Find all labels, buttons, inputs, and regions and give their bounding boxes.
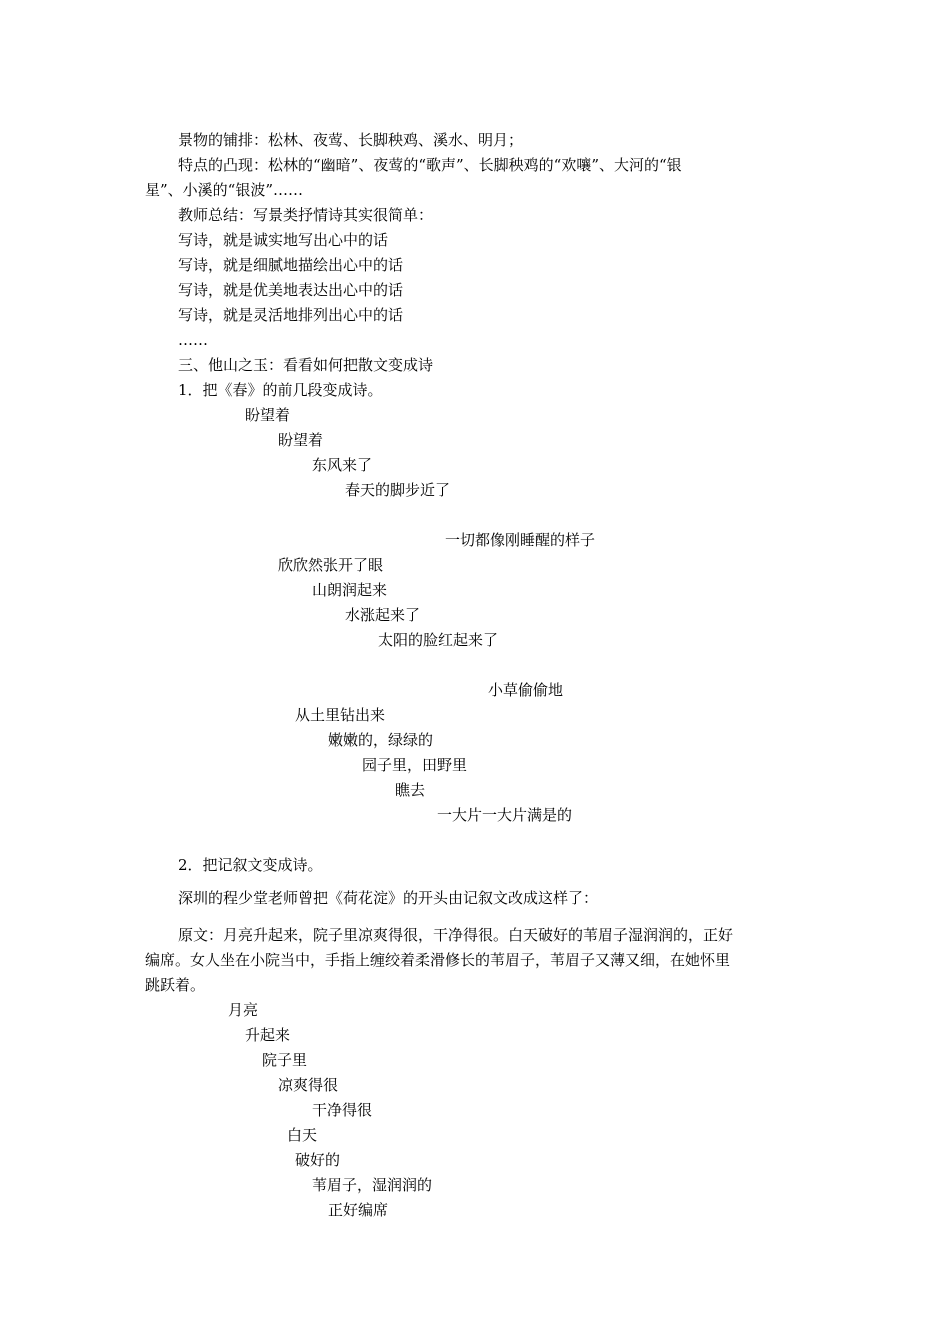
scenery-list: 景物的铺排：松林、夜莺、长脚秧鸡、溪水、明月； bbox=[178, 131, 524, 149]
poem-2-line: 月亮 bbox=[228, 1001, 259, 1019]
poem-1-line: 春天的脚步近了 bbox=[345, 481, 451, 499]
original-text-line-2: 编席。女人坐在小院当中，手指上缠绞着柔滑修长的苇眉子，苇眉子又薄又细，在她怀里 bbox=[145, 951, 731, 969]
item-1-heading: 1．把《春》的前几段变成诗。 bbox=[178, 381, 383, 399]
original-text-line-3: 跳跃着。 bbox=[145, 976, 206, 994]
features-line-1: 特点的凸现：松林的“幽暗”、夜莺的“歌声”、长脚秧鸡的“欢嚷”、大河的“银 bbox=[178, 156, 682, 174]
poem-2-line: 升起来 bbox=[245, 1026, 291, 1044]
poem-1-line: 太阳的脸红起来了 bbox=[378, 631, 499, 649]
poem-1-line: 一切都像刚睡醒的样子 bbox=[445, 531, 596, 549]
poem-2-line: 破好的 bbox=[295, 1151, 341, 1169]
poem-2-line: 院子里 bbox=[262, 1051, 308, 1069]
poem-1-line: 盼望着 bbox=[278, 431, 324, 449]
poem-2-line: 干净得很 bbox=[312, 1101, 373, 1119]
summary-line: 写诗，就是细腻地描绘出心中的话 bbox=[178, 256, 404, 274]
summary-line: 写诗，就是诚实地写出心中的话 bbox=[178, 231, 389, 249]
poem-1-line: 一大片一大片满是的 bbox=[437, 806, 573, 824]
poem-1-line: 从土里钻出来 bbox=[295, 706, 386, 724]
poem-1-line: 瞧去 bbox=[395, 781, 426, 799]
poem-2-line: 正好编席 bbox=[328, 1201, 389, 1219]
original-text-line-1: 原文：月亮升起来，院子里凉爽得很，干净得很。白天破好的苇眉子湿润润的，正好 bbox=[178, 926, 734, 944]
poem-1-line: 盼望着 bbox=[245, 406, 291, 424]
poem-2-line: 苇眉子，湿润润的 bbox=[312, 1176, 433, 1194]
teacher-summary: 教师总结：写景类抒情诗其实很简单： bbox=[178, 206, 434, 224]
poem-1-line: 园子里，田野里 bbox=[362, 756, 468, 774]
summary-line: 写诗，就是优美地表达出心中的话 bbox=[178, 281, 404, 299]
poem-1-line: 嫩嫩的，绿绿的 bbox=[328, 731, 434, 749]
poem-1-line: 东风来了 bbox=[312, 456, 373, 474]
poem-2-line: 凉爽得很 bbox=[278, 1076, 339, 1094]
poem-1-line: 山朗润起来 bbox=[312, 581, 388, 599]
poem-1-line: 小草偷偷地 bbox=[488, 681, 564, 699]
poem-1-line: 水涨起来了 bbox=[345, 606, 421, 624]
poem-2-line: 白天 bbox=[287, 1126, 318, 1144]
item-2-heading: 2．把记叙文变成诗。 bbox=[178, 856, 323, 874]
section-heading: 三、他山之玉：看看如何把散文变成诗 bbox=[178, 356, 434, 374]
features-line-2: 星”、小溪的“银波”…… bbox=[145, 181, 304, 199]
item-2-intro: 深圳的程少堂老师曾把《荷花淀》的开头由记叙文改成这样了： bbox=[178, 889, 599, 907]
summary-line: 写诗，就是灵活地排列出心中的话 bbox=[178, 306, 404, 324]
poem-1-line: 欣欣然张开了眼 bbox=[278, 556, 384, 574]
ellipsis: …… bbox=[178, 331, 208, 349]
